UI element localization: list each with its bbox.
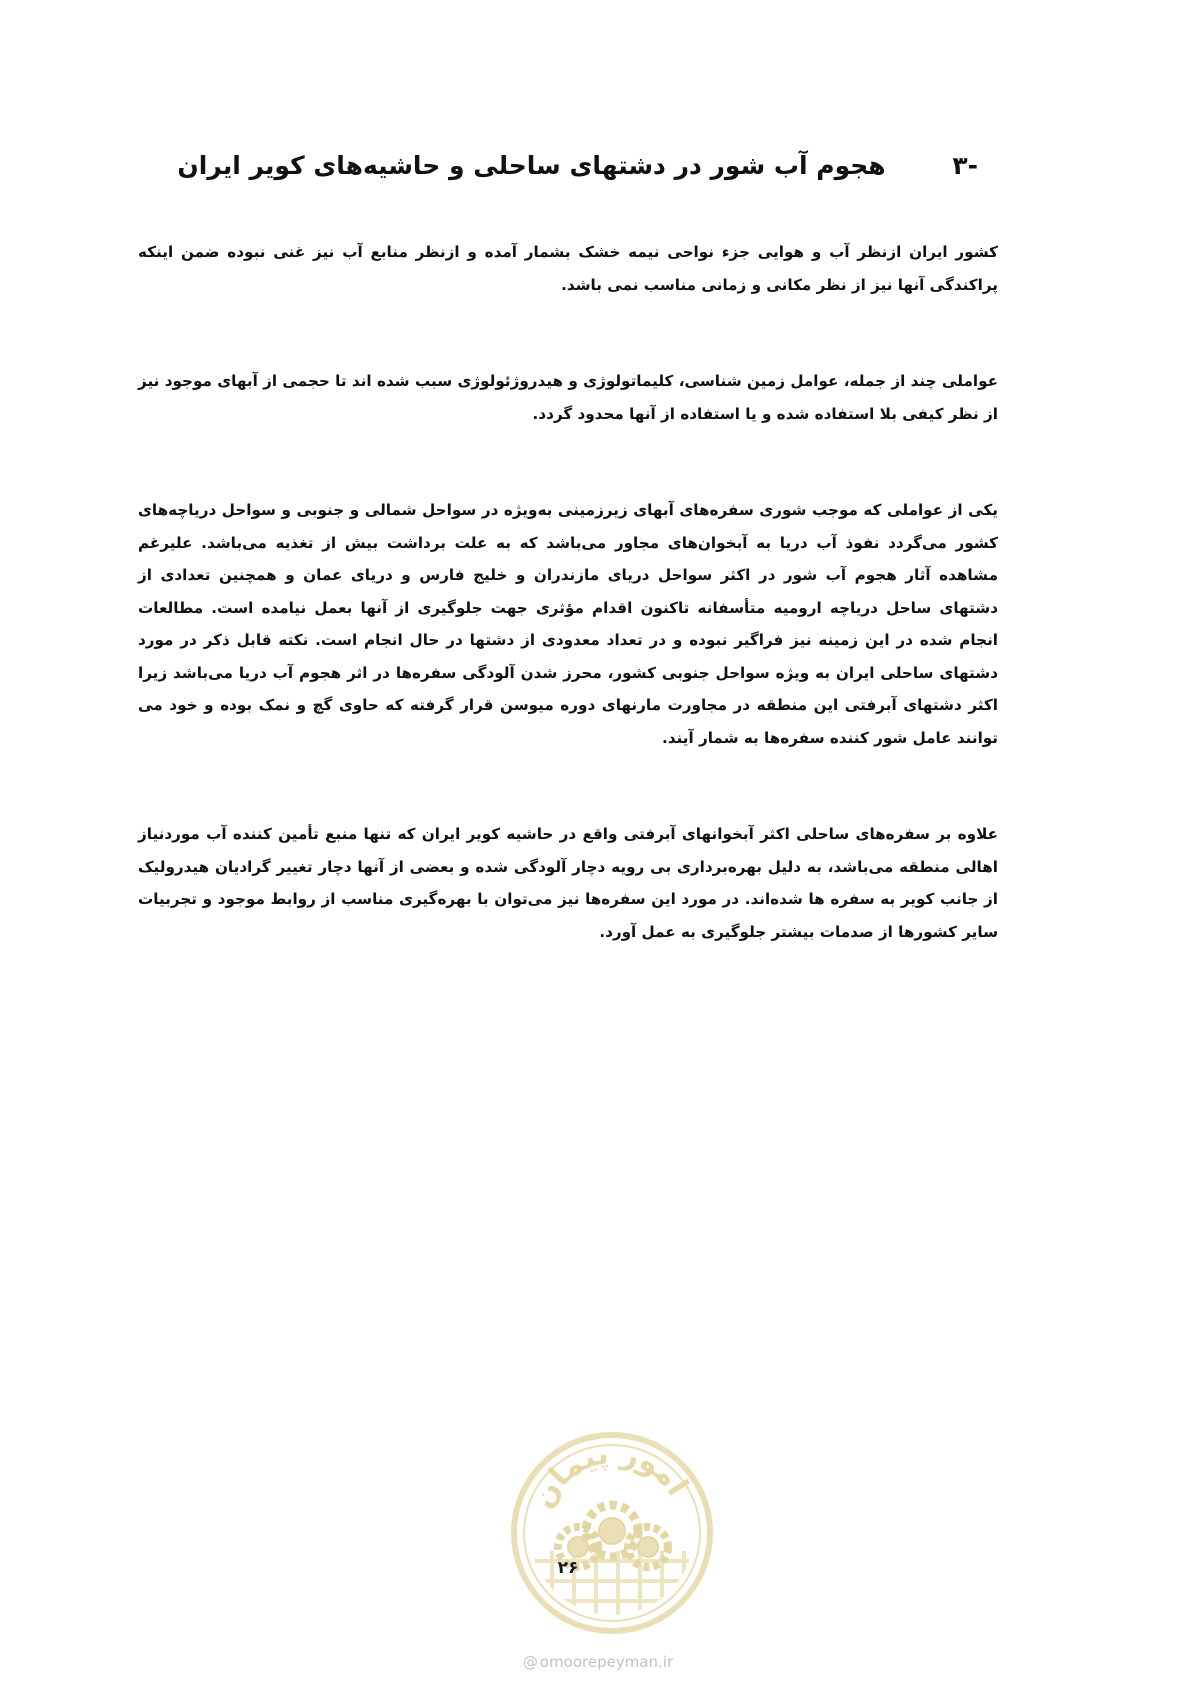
paragraph-3: یکی از عواملی که موجب شوری سفره‌های آبهای زیرزمینی به‌ویژه در سواحل شمالی و جنوبی و سواحل دریاچه‌های کشور می‌گردد نفوذ آب دریا به آبخوان‌های مجاور می‌باشد که به علت برداشت بیش از تغذیه می‌باشد. علیرغم مشاهده آثار هجوم آب شور در اکثر سواحل دریای مازندران و خلیج فارس و دریای عمان و همچنین تعدادی از دشتهای ساحل دریاچه ارومیه متأسفانه تاکنون اقدام مؤثری جهت جلوگیری از آنها بعمل نیامده است. مطالعات انجام شده در این زمینه نیز فراگیر نبوده و در تعداد معدودی از دشتها در حال انجام است. نکته قابل ذکر در مورد دشتهای ساحلی ایران به ویژه سواحل جنوبی کشور، محرز شدن آلودگی سفره‌ها در اثر هجوم آب دریا می‌باشد زیرا اکثر دشتهای آبرفتی این منطقه در مجاورت مارنهای دوره میوسن قرار گرفته که حاوی گچ و نمک بوده و خود می توانند عامل شور کننده سفره‌ها به شمار آیند. [138,501,998,747]
website-watermark [488,1653,708,1677]
paragraph-4: علاوه بر سفره‌های ساحلی اکثر آبخوانهای آبرفتی واقع در حاشیه کویر ایران که تنها منبع تأمین کننده آب موردنیاز اهالی منطقه می‌باشد، به دلیل بهره‌برداری بی رویه دچار آلودگی شده و بعضی از آنها دچار تغییر گرادیان هیدرولیک از جانب کویر به سفره ها شده‌اند. در مورد این سفره‌ها نیز می‌توان با بهره‌گیری مناسب از روابط موجود و تجربیات سایر کشورها از صدمات بیشتر جلوگیری به عمل آورد. [138,825,998,941]
svg-text:امور پیمان [525,1436,695,1514]
at-sign-icon: @ [522,1653,538,1671]
section-title: هجوم آب شور در دشتهای ساحلی و حاشیه‌های کویر ایران [177,151,886,180]
seal-logo-watermark [510,1431,714,1635]
watermark-text: omoorepeyman.ir [539,1653,674,1671]
section-heading [177,146,978,186]
paragraph-2: عواملی چند از جمله، عوامل زمین شناسی، کلیماتولوژی و هیدروژئولوژی سبب شده اند تا حجمی از آبهای موجود نیز از نظر کیفی بلا استفاده شده و یا استفاده از آنها محدود گردد. [138,372,998,423]
paragraph-1: کشور ایران ازنظر آب و هوایی جزء نواحی نیمه خشک بشمار آمده و ازنظر منابع آب نیز غنی نبوده ضمن اینکه پراکندگی آنها نیز از نظر مکانی و زمانی مناسب نمی باشد. [138,243,998,294]
body-text [138,236,998,948]
seal-text: امور پیمان [525,1435,695,1514]
page-number: ۲۶ [557,1558,579,1578]
section-number: -۳ [952,151,978,180]
